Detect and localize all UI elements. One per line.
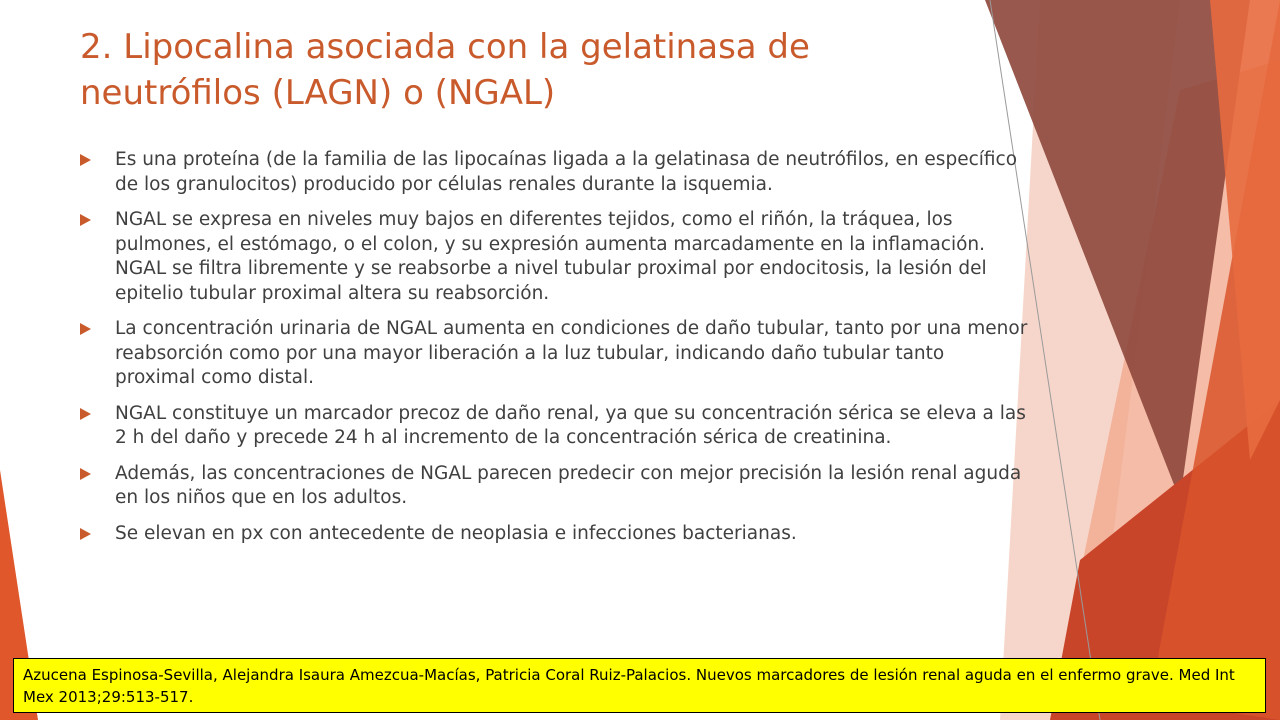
arrow-bullet-icon <box>80 408 91 420</box>
bullet-text: Es una proteína (de la familia de las lipocaínas ligada a la gelatinasa de neutrófilos, en específico de los granulocitos) producido por células renales durante la isquemia. <box>115 149 1018 195</box>
citation-box: Azucena Espinosa-Sevilla, Alejandra Isaura Amezcua-Macías, Patricia Coral Ruiz-Palacios. Nuevos marcadores de lesión renal aguda en el enfermo grave. Med Int Mex 2013;29:513-517. <box>13 658 1266 713</box>
bullet-text: NGAL constituye un marcador precoz de daño renal, ya que su concentración sérica se eleva a las 2 h del daño y precede 24 h al incremento de la concentración sérica de creatinina. <box>115 402 1026 448</box>
bullet-text: Además, las concentraciones de NGAL parecen predecir con mejor precisión la lesión renal aguda en los niños que en los adultos. <box>115 462 1022 508</box>
arrow-bullet-icon <box>80 154 91 166</box>
arrow-bullet-icon <box>80 468 91 480</box>
arrow-bullet-icon <box>80 528 91 540</box>
bullet-text: NGAL se expresa en niveles muy bajos en diferentes tejidos, como el riñón, la tráquea, los pulmones, el estómago, o el colon, y su expresión aumenta marcadamente en la inflamación. NGAL se filtra libremente y se reabsorbe a nivel tubular proximal por endocitosis, la lesión del epitelio tubular proximal altera su reabsorción. <box>115 209 987 304</box>
bullet-item <box>80 148 1030 197</box>
bullet-list <box>80 148 1030 557</box>
bullet-item <box>80 402 1030 451</box>
bullet-item <box>80 208 1030 306</box>
bullet-text: Se elevan en px con antecedente de neoplasia e infecciones bacterianas. <box>115 522 797 544</box>
arrow-bullet-icon <box>80 323 91 335</box>
bullet-item <box>80 462 1030 511</box>
bullet-item <box>80 522 1030 547</box>
slide-title: 2. Lipocalina asociada con la gelatinasa de neutrófilos (LAGN) o (NGAL) <box>80 27 810 113</box>
arrow-bullet-icon <box>80 214 91 226</box>
bullet-text: La concentración urinaria de NGAL aumenta en condiciones de daño tubular, tanto por una menor reabsorción como por una mayor liberación a la luz tubular, indicando daño tubular tanto proximal como distal. <box>115 318 1028 388</box>
bullet-item <box>80 317 1030 391</box>
